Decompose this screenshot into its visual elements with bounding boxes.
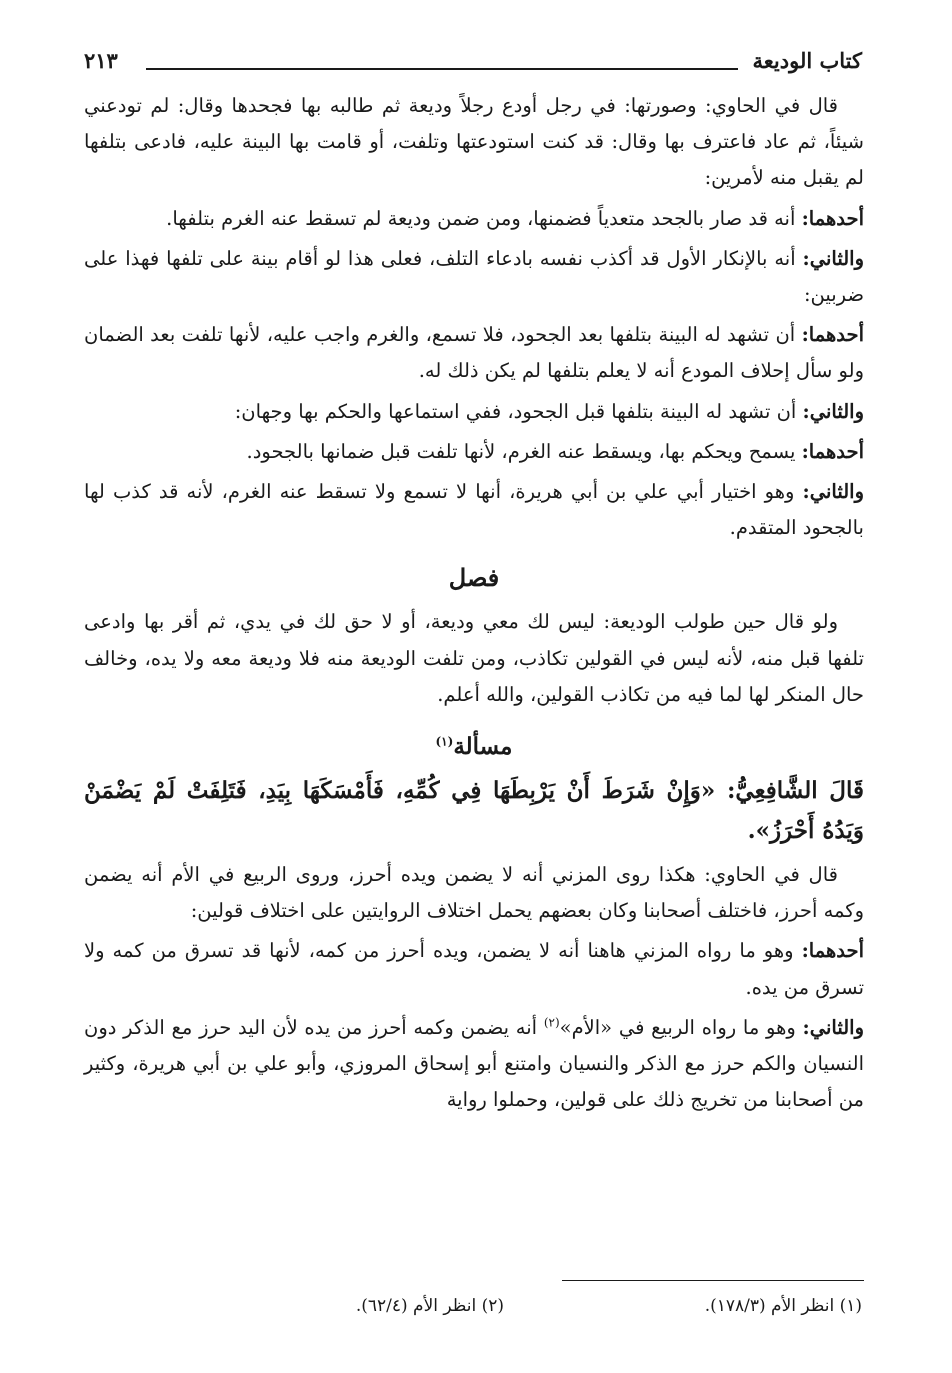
paragraph-text: أنه يضمن وكمه أحرز من يده لأن اليد حرز مع الذكر دون النسيان والكم حرز مع الذكر والنسيان وامتنع أبو إسحاق المروزي، وأبو علي بن أبي هريرة، وكثير من أصحابنا من تخريج ذلك على قولين، وحملوا رواية [84,1015,864,1112]
page-header [84,46,862,80]
footnote-rule [562,1280,864,1281]
paragraph-text: أنه قد صار بالجحد متعدياً فضمنها، ومن ضمن وديعة لم تسقط عنه الغرم بتلفها. [166,206,802,230]
paragraph-text: وهو ما رواه الربيع في «الأم» [559,1015,803,1039]
paragraph-lead: أحدهما: [801,439,864,463]
paragraph-lead: والثاني: [802,1015,864,1039]
paragraph: قال في الحاوي: هكذا روى المزني أنه لا يضمن ويده أحرز، وروى الربيع في الأم أنه يضمن وكمه أحرز، فاختلف أصحابنا وكان بعضهم يحمل اختلاف الروايتين على اختلاف قولين: [84,863,864,923]
quote-text: «وَإِنْ شَرَطَ أَنْ يَرْبِطَهَا فِي كُمِّهِ، فَأَمْسَكَهَا بِيَدِ، فَتَلِفَتْ لَمْ يَضْمَنْ وَيَدُهُ أَحْرَزُ». [84,777,864,845]
paragraph-lead: والثاني: [802,399,864,423]
paragraph-lead: والثاني: [802,480,864,504]
paragraph [84,434,864,470]
paragraph-text: وهو اختيار أبي علي بن أبي هريرة، أنها لا تسمع ولا تسقط عنه الغرم، لأنه قد كذب لها بالجحود المتقدم. [84,480,864,540]
quote-lead: قَالَ الشَّافِعِيُّ: [726,777,864,805]
footnote-2: (٢) انظر الأم (٦٢/٤). [355,1296,504,1316]
footnote-ref: (٢) [543,1015,560,1030]
paragraph-text: أنه بالإنكار الأول قد أكذب نفسه بادعاء التلف، فعلى هذا لو أقام بينة على تلفها فهذا على ضربين: [84,246,864,307]
page-number: ٢١٣ [84,48,118,73]
header-rule [146,68,738,70]
paragraph-text: يسمح ويحكم بها، ويسقط عنه الغرم، لأنها تلفت قبل ضمانها بالجحود. [246,439,802,463]
paragraph [84,474,864,546]
masala-heading [84,727,864,767]
shafii-quote [84,771,864,851]
paragraph [84,241,864,313]
paragraph-text: أن تشهد له البينة بتلفها قبل الجحود، ففي استماعها والحكم بها وجهان: [234,399,803,423]
chapter-title: كتاب الوديعة [752,48,862,73]
paragraph [84,394,864,430]
section-heading: فصل [448,563,500,593]
paragraph-lead: والثاني: [802,246,864,270]
page-body [84,88,864,1122]
paragraph-lead: أحدهما: [801,206,864,230]
paragraph [84,1010,864,1119]
masala-title: مسألة [453,733,513,761]
paragraph: قال في الحاوي: وصورتها: في رجل أودع رجلاً وديعة ثم طالبه بها فجحدها وقال: لم تودعني شيئاً، ثم عاد فاعترف بها وقال: قد كنت استودعتها وتلفت، أو قامت بها البينة عليه، فادعى بتلفها لم يقبل منه لأمرين: [84,94,864,190]
footnote-ref: (١) [435,734,454,749]
paragraph [84,317,864,389]
paragraph-lead: أحدهما: [801,323,864,347]
paragraph-text: أن تشهد له البينة بتلفها بعد الجحود، فلا تسمع، والغرم واجب عليه، لأنها تلفت بعد الضمان ولو سأل إحلاف المودع أنه لا يعلم بتلفها لم يكن ذلك له. [84,323,864,383]
paragraph [84,201,864,237]
paragraph-lead: أحدهما: [801,939,864,963]
paragraph-text: وهو ما رواه المزني هاهنا أنه لا يضمن، ويده أحرز من كمه، لأنها قد تسرق من كمه ولا تسرق من يده. [84,939,864,999]
footnote-1: (١) انظر الأم (١٧٨/٣). [704,1296,862,1316]
paragraph: ولو قال حين طولب الوديعة: ليس لك معي وديعة، أو لا حق لك في يدي، ثم أقر بها وادعى تلفها قبل منه، لأنه ليس في القولين تكاذب، ومن تلفت الوديعة منه فلا وديعة معه ولا يده، وخالف حال المنكر لها لما فيه من تكاذب القولين، والله أعلم. [84,610,864,706]
paragraph [84,933,864,1005]
